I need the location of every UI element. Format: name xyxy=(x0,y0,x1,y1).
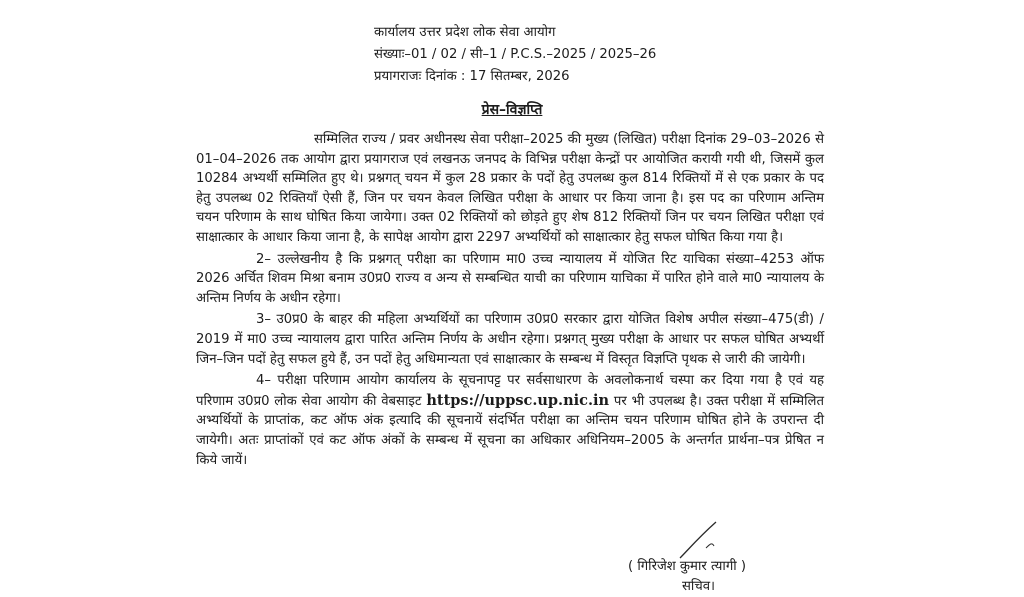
letter-header xyxy=(374,22,656,88)
document-body xyxy=(196,130,824,472)
signatory-name: ( गिरिजेश कुमार त्यागी ) xyxy=(628,559,747,574)
document-title: प्रेस–विज्ञप्ति xyxy=(481,102,543,118)
reference-number: संख्याः–01 / 02 / सी–1 / P.C.S.–2025 / 2025–26 xyxy=(374,47,657,62)
issue-date: प्रयागराजः दिनांक : 17 सितम्बर, 2026 xyxy=(374,69,570,84)
paragraph-4-text-end: पर भी उपलब्ध है। उक्त परीक्षा में सम्मिलित अभ्यर्थियों के प्राप्तांक, कट ऑफ अंक इत्यादि की सूचनायें संदर्भित परीक्षा का अन्तिम चयन परिणाम घोषित होने के उपरान्त दी जायेगी। अतः प्राप्तांकों एवं कट ऑफ अंकों के सम्बन्ध में सूचना का अधिकार अधिनियम–2005 के अन्तर्गत प्रार्थना–पत्र प्रेषित न किये जायें। xyxy=(196,393,824,468)
paragraph-3: 3– उ0प्र0 के बाहर की महिला अभ्यर्थियों का परिणाम उ0प्र0 सरकार द्वारा योजित विशेष अपील संख्या–475(डी) / 2019 में मा0 उच्च न्यायालय द्वारा पारित अन्तिम निर्णय के अधीन रहेगा। प्रश्नगत् मुख्य परीक्षा के आधार पर सफल घोषित अभ्यर्थी जिन–जिन पदों हेतु सफल हुये हैं, उन पदों हेतु अधिमान्यता एवं साक्षात्कार के सम्बन्ध में विस्तृत विज्ञप्ति पृथक से जारी की जायेगी। xyxy=(196,312,824,367)
paragraph-2: 2– उल्लेखनीय है कि प्रश्नगत् परीक्षा का परिणाम मा0 उच्च न्यायालय में योजित रिट याचिका संख्या–4253 ऑफ 2026 अर्चित शिवम मिश्रा बनाम उ0प्र0 राज्य व अन्य से सम्बन्धित याची का परिणाम याचिका में पारित होने वाले मा0 न्यायालय के अन्तिम निर्णय के अधीन रहेगा। xyxy=(196,251,824,306)
signature-mark xyxy=(676,520,726,560)
website-link[interactable]: https://uppsc.up.nic.in xyxy=(426,391,610,409)
paragraph-1: सम्मिलित राज्य / प्रवर अधीनस्थ सेवा परीक्षा–2025 की मुख्य (लिखित) परीक्षा दिनांक 29–03–2026 से 01–04–2026 तक आयोग द्वारा प्रयागराज एवं लखनऊ जनपद के विभिन्न परीक्षा केन्द्रों पर आयोजित करायी गयी थी, जिसमें कुल 10284 अभ्यर्थी सम्मिलित हुए थे। प्रश्नगत् चयन में कुल 28 प्रकार के पदों हेतु उपलब्ध कुल 814 रिक्तियों में से एक प्रकार के पद हेतु उपलब्ध 02 रिक्तियाँ ऐसी हैं, जिन पर चयन केवल लिखित परीक्षा के आधार पर किया जाना है। इस पद का परिणाम अन्तिम चयन परिणाम के साथ घोषित किया जायेगा। उक्त 02 रिक्तियों को छोड़ते हुए शेष 812 रिक्तियों जिन पर चयन लिखित परीक्षा एवं साक्षात्कार के आधार किया जाना है, के सापेक्ष आयोग द्वारा 2297 अभ्यर्थियों को साक्षात्कार हेतु सफल घोषित किया गया है। xyxy=(196,132,824,245)
paragraph-4 xyxy=(196,371,824,470)
office-name: कार्यालय उत्तर प्रदेश लोक सेवा आयोग xyxy=(374,25,556,40)
paragraph-4-text-start: 4– परीक्षा परिणाम आयोग कार्यालय के सूचनापट्ट पर सर्वसाधारण के अवलोकनार्थ चस्पा कर दिया गया है एवं यह परिणाम उ0प्र0 लोक सेवा आयोग की वेबसाइट xyxy=(196,373,824,409)
signatory-designation: सचिव। xyxy=(682,579,716,594)
